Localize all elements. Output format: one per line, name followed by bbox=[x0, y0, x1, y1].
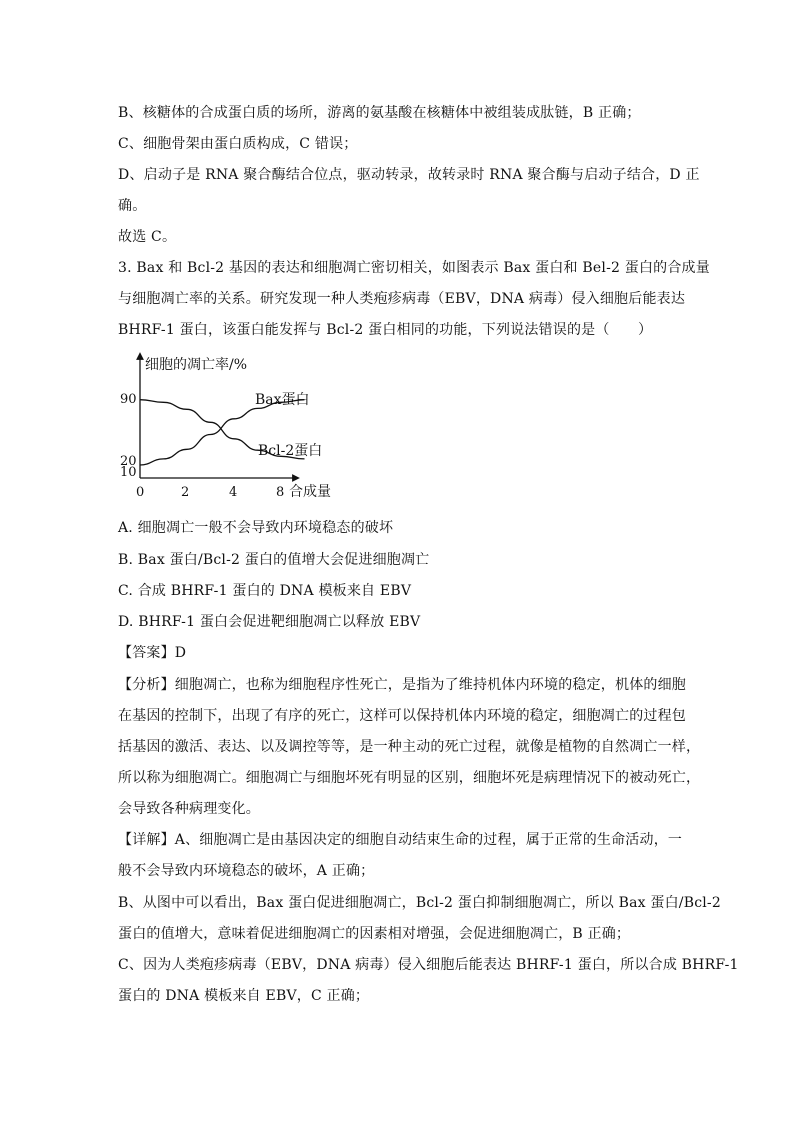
analysis-text: 括基因的激活、表达、以及调控等等，是一种主动的死亡过程，就像是植物的自然凋亡一样， bbox=[118, 739, 701, 755]
option-a: A. 细胞凋亡一般不会导致内环境稳态的破坏 bbox=[118, 520, 394, 536]
x-tick-label: 0 bbox=[136, 485, 145, 500]
x-tick-label: 4 bbox=[229, 485, 238, 500]
x-axis-label: 合成量 bbox=[289, 484, 331, 500]
analysis-text: 在基因的控制下，出现了有序的死亡，这样可以保持机体内环境的稳定，细胞凋亡的过程包 bbox=[118, 708, 686, 724]
explanation-text: 蛋白的值增大，意味着促进细胞凋亡的因素相对增强，会促进细胞凋亡，B 正确； bbox=[118, 926, 631, 942]
option-c: C. 合成 BHRF-1 蛋白的 DNA 模板来自 EBV bbox=[118, 583, 412, 599]
explanation-text: C、因为人类疱疹病毒（EBV，DNA 病毒）侵入细胞后能表达 BHRF-1 蛋白，所以合成 BHRF-1 bbox=[118, 957, 739, 973]
y-axis-label: 细胞的凋亡率/% bbox=[145, 357, 248, 373]
option-d: D. BHRF-1 蛋白会促进靶细胞凋亡以释放 EBV bbox=[118, 614, 421, 630]
explanation-text: 【详解】A、细胞凋亡是由基因决定的细胞自动结束生命的过程，属于正常的生命活动，一 bbox=[118, 832, 683, 848]
question-stem: 与细胞凋亡率的关系。研究发现一种人类疱疹病毒（EBV，DNA 病毒）侵入细胞后能表达 bbox=[118, 291, 686, 307]
y-tick-label: 20 bbox=[120, 454, 137, 469]
text-line: D、启动子是 RNA 聚合酶结合位点，驱动转录，故转录时 RNA 聚合酶与启动子结合，D 正 bbox=[118, 167, 700, 183]
analysis-text: 会导致各种病理变化。 bbox=[118, 801, 260, 817]
text-line: C、细胞骨架由蛋白质构成，C 错误； bbox=[118, 136, 358, 152]
text-line: B、核糖体的合成蛋白质的场所，游离的氨基酸在核糖体中被组装成肽链，B 正确； bbox=[118, 105, 641, 121]
explanation-text: 般不会导致内环境稳态的破坏，A 正确； bbox=[118, 863, 375, 879]
y-tick-label: 10 bbox=[120, 465, 137, 480]
question-stem: BHRF-1 蛋白，该蛋白能发挥与 Bcl-2 蛋白相同的功能，下列说法错误的是（ ） bbox=[118, 322, 653, 338]
text-line: 确。 bbox=[118, 198, 147, 214]
analysis-text: 所以称为细胞凋亡。细胞凋亡与细胞坏死有明显的区别，细胞坏死是病理情况下的被动死亡， bbox=[118, 770, 701, 786]
apoptosis-chart bbox=[118, 352, 358, 504]
y-tick-label: 90 bbox=[120, 392, 137, 407]
option-b: B. Bax 蛋白/Bcl-2 蛋白的值增大会促进细胞凋亡 bbox=[118, 552, 430, 568]
series-label-bax: Bax蛋白 bbox=[255, 392, 310, 408]
question-stem: 3. Bax 和 Bcl-2 基因的表达和细胞凋亡密切相关，如图表示 Bax 蛋白和 Bel-2 蛋白的合成量 bbox=[118, 260, 710, 276]
x-tick-label: 2 bbox=[181, 485, 190, 500]
text-line: 故选 C。 bbox=[118, 229, 177, 245]
analysis-text: 【分析】细胞凋亡，也称为细胞程序性死亡，是指为了维持机体内环境的稳定，机体的细胞 bbox=[118, 677, 686, 693]
answer-line: 【答案】D bbox=[118, 645, 187, 661]
explanation-text: 蛋白的 DNA 模板来自 EBV，C 正确； bbox=[118, 988, 370, 1004]
x-tick-label: 8 bbox=[276, 485, 285, 500]
series-label-bcl2: Bcl-2蛋白 bbox=[258, 443, 323, 459]
explanation-text: B、从图中可以看出，Bax 蛋白促进细胞凋亡，Bcl-2 蛋白抑制细胞凋亡，所以 Bax 蛋白/Bcl-2 bbox=[118, 895, 721, 911]
